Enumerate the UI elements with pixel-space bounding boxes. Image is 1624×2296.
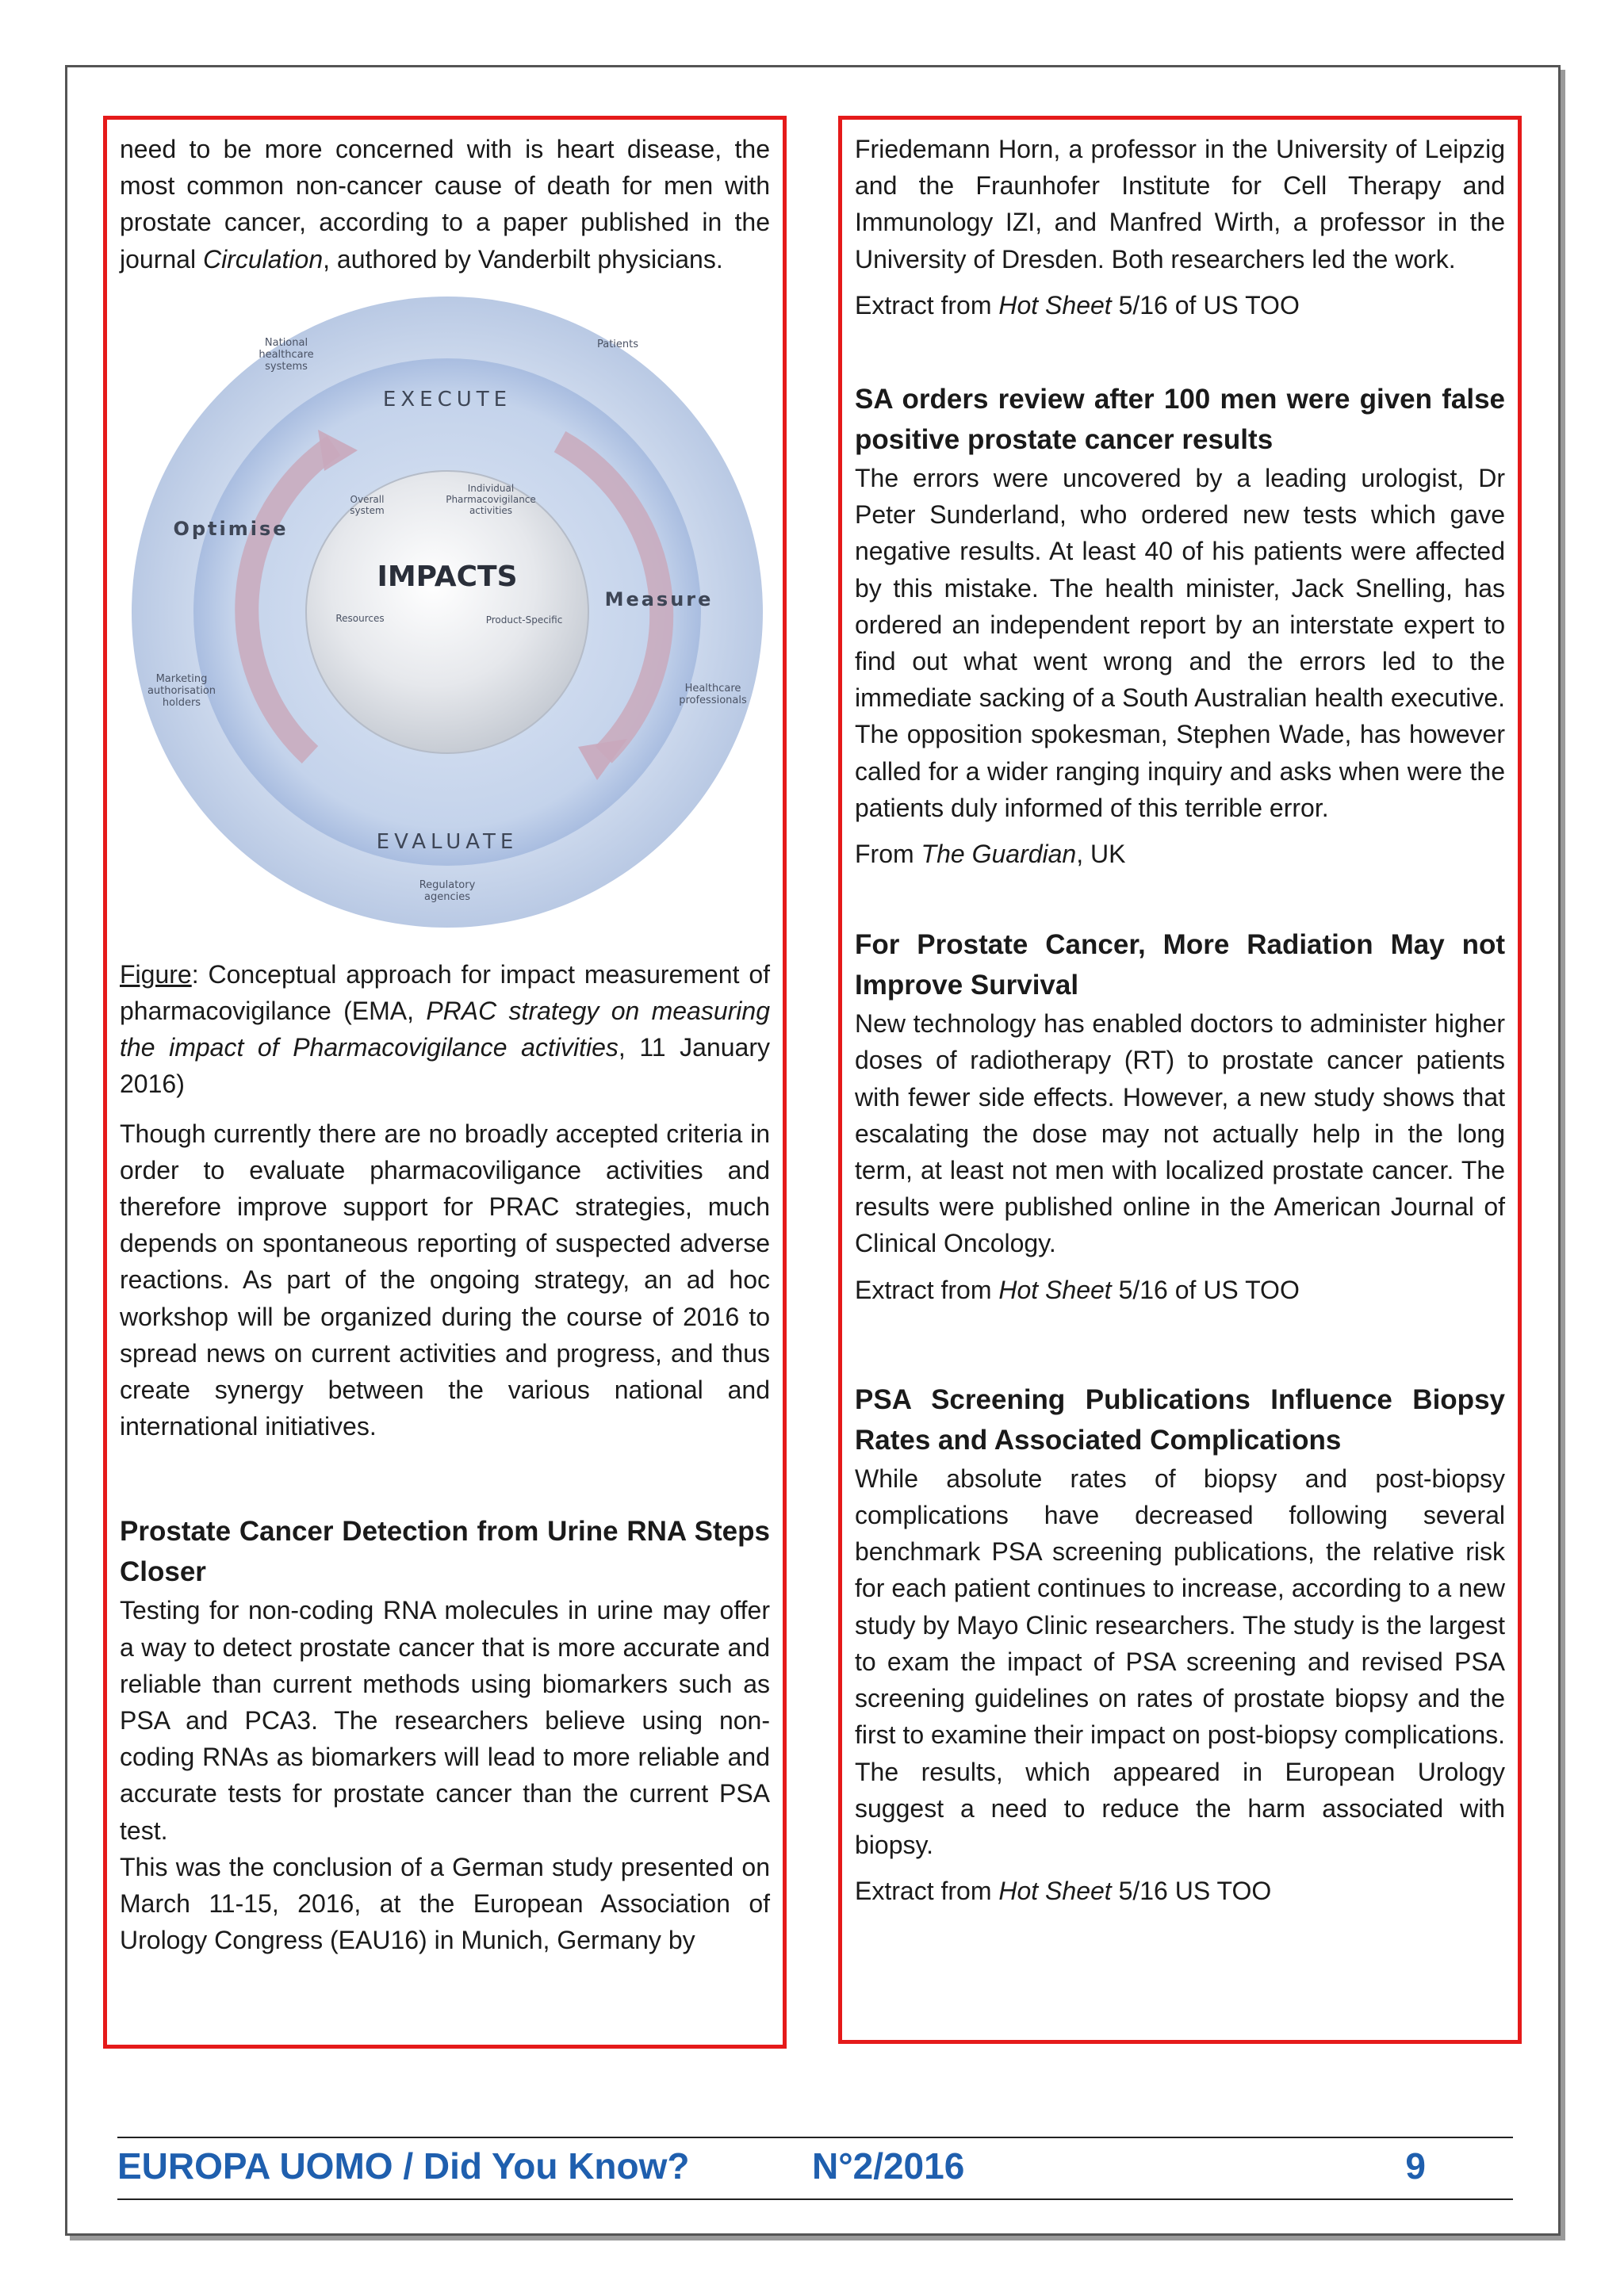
hcp-line: professionals [679, 694, 747, 706]
pharmacovigilance-paragraph: Though currently there are no broadly accepted criteria in order to evaluate pharmacoviligance activities and therefore improve support for PRAC strategies, much depends on spontaneous reporting of suspected adverse reactions. As part of the ongoing strategy, an ad hoc workshop will be organized during the course of 2016 to spread news on current activities and progress, and thus create synergy between the various national and international initiatives. [120, 1119, 770, 1441]
radiation-article-title: For Prostate Cancer, More Radiation May not Improve Survival [855, 929, 1505, 1001]
figure-caption: Figure: Conceptual approach for impact measurement of pharmacovigilance (EMA, PRAC strategy on measuring the impact of Pharmacovigilance activities, 11 January 2016) [120, 959, 770, 1099]
overall-line: Overall [350, 493, 385, 505]
impact-cycle-diagram [120, 295, 775, 929]
newsletter-title: EUROPA UOMO / Did You Know? [117, 2145, 690, 2187]
hcp-line: Healthcare [684, 682, 741, 695]
individual-line: Individual [467, 482, 515, 494]
page-number: 9 [1405, 2145, 1426, 2187]
reg-line: Regulatory [419, 878, 476, 891]
source-hot-sheet-2: Extract from Hot Sheet 5/16 of US TOO [855, 1275, 1300, 1304]
urine-rna-article-title: Prostate Cancer Detection from Urine RNA Steps Closer [120, 1516, 770, 1588]
execute-label: EXECUTE [382, 387, 512, 411]
measure-label: Measure [604, 587, 714, 610]
resources-label: Resources [335, 612, 385, 624]
optimise-label: Optimise [173, 517, 289, 540]
nhs-line: systems [265, 360, 308, 373]
evaluate-label: EVALUATE [376, 829, 519, 854]
psa-screening-article-body: While absolute rates of biopsy and post-biopsy complications have decreased following several benchmark PSA screening publications, the relative risk for each patient continues to increase, according to a new study by Mayo Clinic researchers. The study is the largest to exam the impact of PSA screening and revised PSA screening guidelines on rates of prostate biopsy and the first to examine their impact on post-biopsy complications. The results, which appeared in European Urology suggest a need to reduce the harm associated with biopsy. [855, 1464, 1505, 1859]
individual-line: activities [469, 504, 513, 516]
healthcare-professionals-label [679, 683, 747, 706]
sa-review-article-body: The errors were uncovered by a leading urologist, Dr Peter Sunderland, who ordered new tests which gave negative results. At least 40 of his patients were affected by this mistake. The health minister, Jack Snelling, has ordered an independent report by an interstate expert to find out what went wrong and the errors led to the immediate sacking of a South Australian health executive. The opposition spokesman, Stephen Wade, has however called for a wider ranging inquiry and asks when were the patients duly informed of this terrible error. [855, 464, 1505, 822]
urine-rna-article-body: Testing for non-coding RNA molecules in urine may offer a way to detect prostate cancer that is more accurate and reliable than current methods using biomarkers such as PSA and PCA3. The researchers believe using non-coding RNAs as biomarkers will lead to more reliable and accurate tests for prostate cancer than the current PSA test. [120, 1596, 770, 1845]
left-column [103, 116, 787, 2049]
urine-rna-article-body-2: This was the conclusion of a German study presented on March 11-15, 2016, at the European Association of Urology Congress (EAU16) in Munich, Germany by [120, 1852, 770, 1955]
mah-line: authorisation [147, 684, 216, 697]
core-circle [306, 471, 588, 753]
nhs-line: healthcare [259, 348, 314, 361]
continued-paragraph: Friedemann Horn, a professor in the University of Leipzig and the Fraunhofer Institute for Cell Therapy and Immunology IZI, and Manfred Wirth, a professor in the University of Dresden. Both researchers led the work. [855, 135, 1505, 274]
sa-review-article-title: SA orders review after 100 men were given false positive prostate cancer results [855, 384, 1505, 456]
overall-system-label [350, 494, 384, 516]
source-guardian: From The Guardian, UK [855, 840, 1126, 869]
overall-line: system [350, 504, 385, 516]
right-column [838, 116, 1522, 2044]
issue-number: N°2/2016 [812, 2145, 965, 2187]
nhs-line: National [264, 336, 308, 349]
product-specific-label: Product-Specific [485, 614, 563, 626]
radiation-article-body: New technology has enabled doctors to administer higher doses of radiotherapy (RT) to prostate cancer patients with fewer side effects. However, a new study shows that escalating the dose may not actually help in the long term, at least not men with localized prostate cancer. The results were published online in the American Journal of Clinical Oncology. [855, 1009, 1505, 1258]
patients-label: Patients [596, 338, 639, 350]
mah-line: Marketing [155, 672, 208, 685]
intro-paragraph: need to be more concerned with is heart disease, the most common non-cancer cause of death for men with prostate cancer, according to a paper published in the journal Circulation, authored by Vanderbilt physicians. [120, 135, 770, 274]
mah-line: holders [162, 696, 201, 709]
psa-screening-article-title: PSA Screening Publications Influence Biopsy Rates and Associated Complications [855, 1383, 1505, 1456]
regulatory-agencies-label [419, 879, 476, 903]
impacts-label: IMPACTS [377, 560, 518, 593]
source-hot-sheet-1: Extract from Hot Sheet 5/16 of US TOO [855, 290, 1300, 320]
source-hot-sheet-3: Extract from Hot Sheet 5/16 US TOO [855, 1877, 1272, 1906]
reg-line: agencies [424, 890, 470, 903]
page-footer [117, 2137, 1513, 2200]
individual-line: Pharmacovigilance [446, 493, 536, 505]
pharmacovigilance-figure [120, 295, 775, 929]
national-healthcare-label [259, 337, 313, 373]
